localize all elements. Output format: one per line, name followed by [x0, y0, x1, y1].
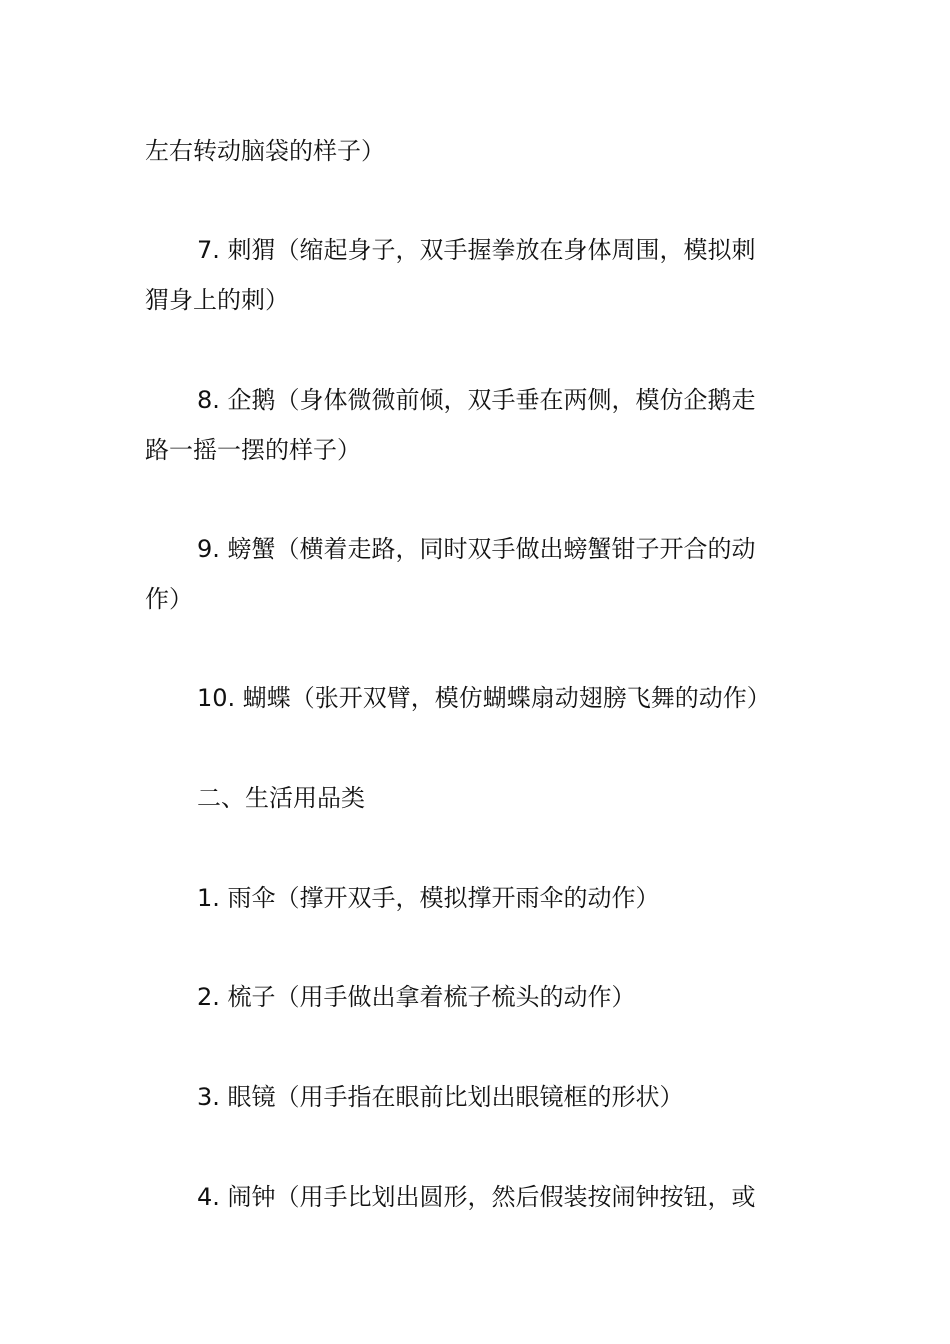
section-heading-daily-items: 二、生活用品类	[197, 784, 365, 812]
list-item-8-penguin: 8. 企鹅（身体微微前倾，双手垂在两侧，模仿企鹅走	[197, 386, 756, 414]
list-item-2-comb: 2. 梳子（用手做出拿着梳子梳头的动作）	[197, 983, 636, 1011]
list-item-7-hedgehog: 7. 刺猬（缩起身子，双手握拳放在身体周围，模拟刺	[197, 236, 756, 264]
list-item-7-continuation: 猬身上的刺）	[145, 286, 289, 314]
list-item-3-glasses: 3. 眼镜（用手指在眼前比划出眼镜框的形状）	[197, 1083, 684, 1111]
list-item-4-alarm-clock: 4. 闹钟（用手比划出圆形，然后假装按闹钟按钮，或	[197, 1183, 756, 1211]
list-item-9-continuation: 作）	[145, 585, 193, 613]
list-item-9-crab: 9. 螃蟹（横着走路，同时双手做出螃蟹钳子开合的动	[197, 535, 756, 563]
list-item-10-butterfly: 10. 蝴蝶（张开双臂，模仿蝴蝶扇动翅膀飞舞的动作）	[197, 684, 771, 712]
list-item-1-umbrella: 1. 雨伞（撑开双手，模拟撑开雨伞的动作）	[197, 884, 660, 912]
list-item-8-continuation: 路一摇一摆的样子）	[145, 436, 361, 464]
text-line-continuation-1: 左右转动脑袋的样子）	[145, 137, 385, 165]
